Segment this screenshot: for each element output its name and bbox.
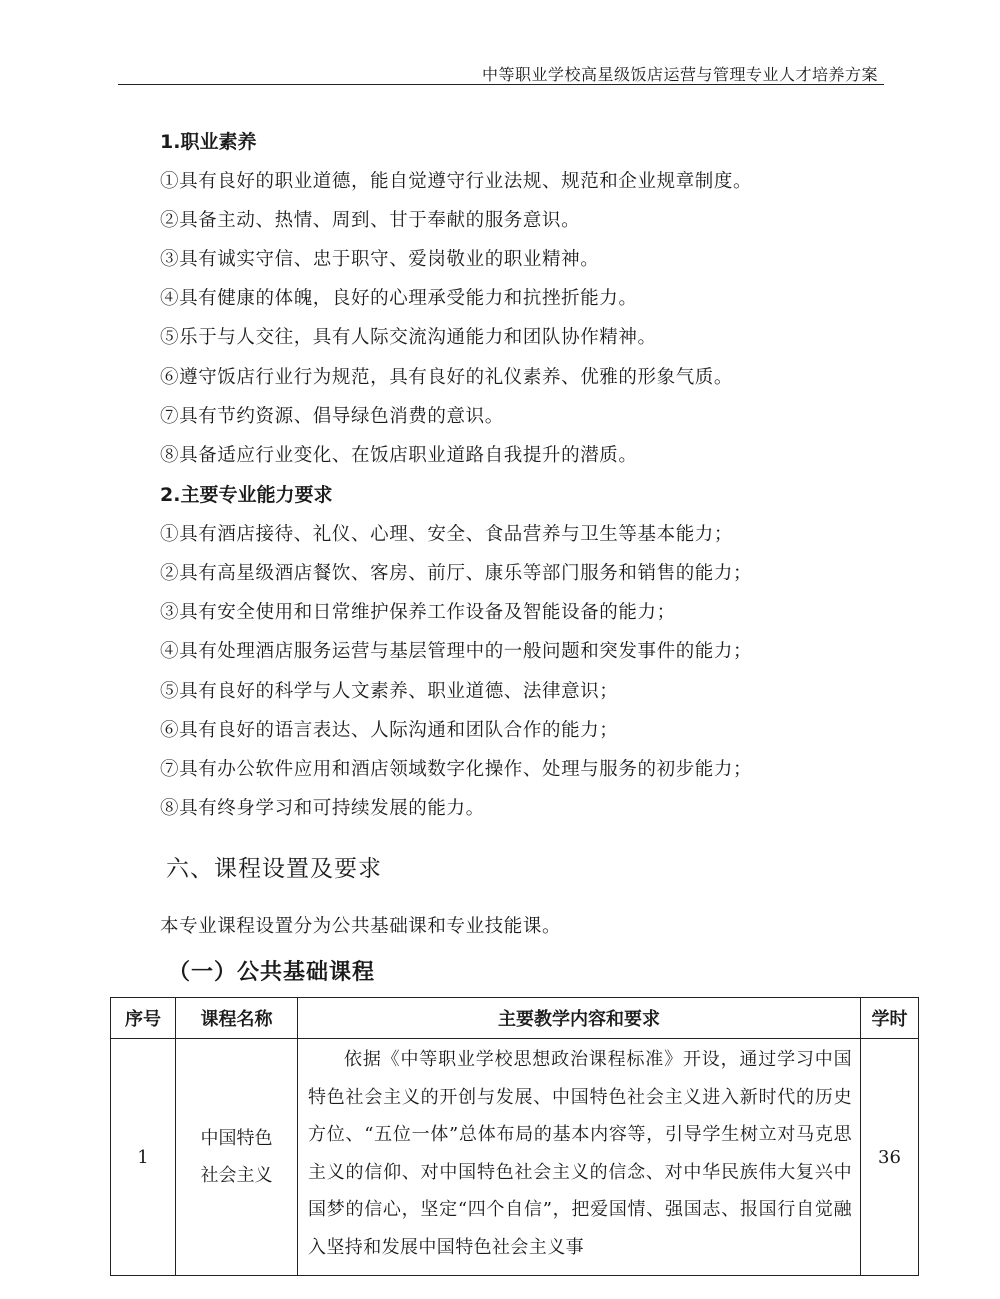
column-header-name: 课程名称	[176, 998, 298, 1039]
column-header-content: 主要教学内容和要求	[298, 998, 861, 1039]
ability-item: ④具有处理酒店服务运营与基层管理中的一般问题和突发事件的能力；	[160, 641, 753, 662]
quality-item: ⑥遵守饭店行业行为规范，具有良好的礼仪素养、优雅的形象气质。	[160, 367, 734, 388]
course-name-line: 中国特色	[200, 1128, 273, 1149]
quality-item: ④具有健康的体魄，良好的心理承受能力和抗挫折能力。	[160, 288, 638, 309]
quality-item: ③具有诚实守信、忠于职守、爱岗敬业的职业精神。	[160, 249, 600, 270]
cell-no: 1	[111, 1039, 176, 1276]
cell-hours: 36	[861, 1039, 919, 1276]
quality-item: ②具备主动、热情、周到、甘于奉献的服务意识。	[160, 210, 581, 231]
table-header-row	[111, 998, 919, 1039]
running-header: 中等职业学校高星级饭店运营与管理专业人才培养方案	[481, 65, 878, 84]
quality-item: ⑧具备适应行业变化、在饭店职业道路自我提升的潜质。	[160, 445, 638, 466]
ability-item: ⑦具有办公软件应用和酒店领域数字化操作、处理与服务的初步能力；	[160, 759, 753, 780]
course-table	[110, 997, 919, 1276]
subsection-title-public-courses: （一）公共基础课程	[168, 960, 376, 985]
cell-course-name	[176, 1039, 298, 1276]
ability-item: ②具有高星级酒店餐饮、客房、前厅、康乐等部门服务和销售的能力；	[160, 563, 753, 584]
header-rule	[118, 84, 884, 85]
section-intro: 本专业课程设置分为公共基础课和专业技能课。	[160, 916, 562, 937]
heading-major-abilities: 2.主要专业能力要求	[160, 484, 333, 506]
heading-professional-quality: 1.职业素养	[160, 131, 257, 153]
table-row	[111, 1039, 919, 1276]
ability-item: ⑧具有终身学习和可持续发展的能力。	[160, 798, 485, 819]
ability-item: ⑥具有良好的语言表达、人际沟通和团队合作的能力；	[160, 720, 619, 741]
quality-item: ⑦具有节约资源、倡导绿色消费的意识。	[160, 406, 504, 427]
ability-item: ③具有安全使用和日常维护保养工作设备及智能设备的能力；	[160, 602, 676, 623]
column-header-hours: 学时	[861, 998, 919, 1039]
quality-item: ①具有良好的职业道德，能自觉遵守行业法规、规范和企业规章制度。	[160, 171, 753, 192]
ability-item: ⑤具有良好的科学与人文素养、职业道德、法律意识；	[160, 681, 619, 702]
course-name-line: 社会主义	[200, 1165, 273, 1186]
ability-item: ①具有酒店接待、礼仪、心理、安全、食品营养与卫生等基本能力；	[160, 524, 734, 545]
quality-item: ⑤乐于与人交往，具有人际交流沟通能力和团队协作精神。	[160, 327, 657, 348]
column-header-no: 序号	[111, 998, 176, 1039]
cell-content: 依据《中等职业学校思想政治课程标准》开设，通过学习中国特色社会主义的开创与发展、中国特色社会主义进入新时代的历史方位、“五位一体”总体布局的基本内容等，引导学生树立对马克思主义的信仰、对中国特色社会主义的信念、对中华民族伟大复兴中国梦的信心，坚定“四个自信”，把爱国情、强国志、报国行自觉融入坚持和发展中国特色社会主义事	[298, 1039, 861, 1276]
section-title-course-setup: 六、课程设置及要求	[166, 856, 382, 882]
